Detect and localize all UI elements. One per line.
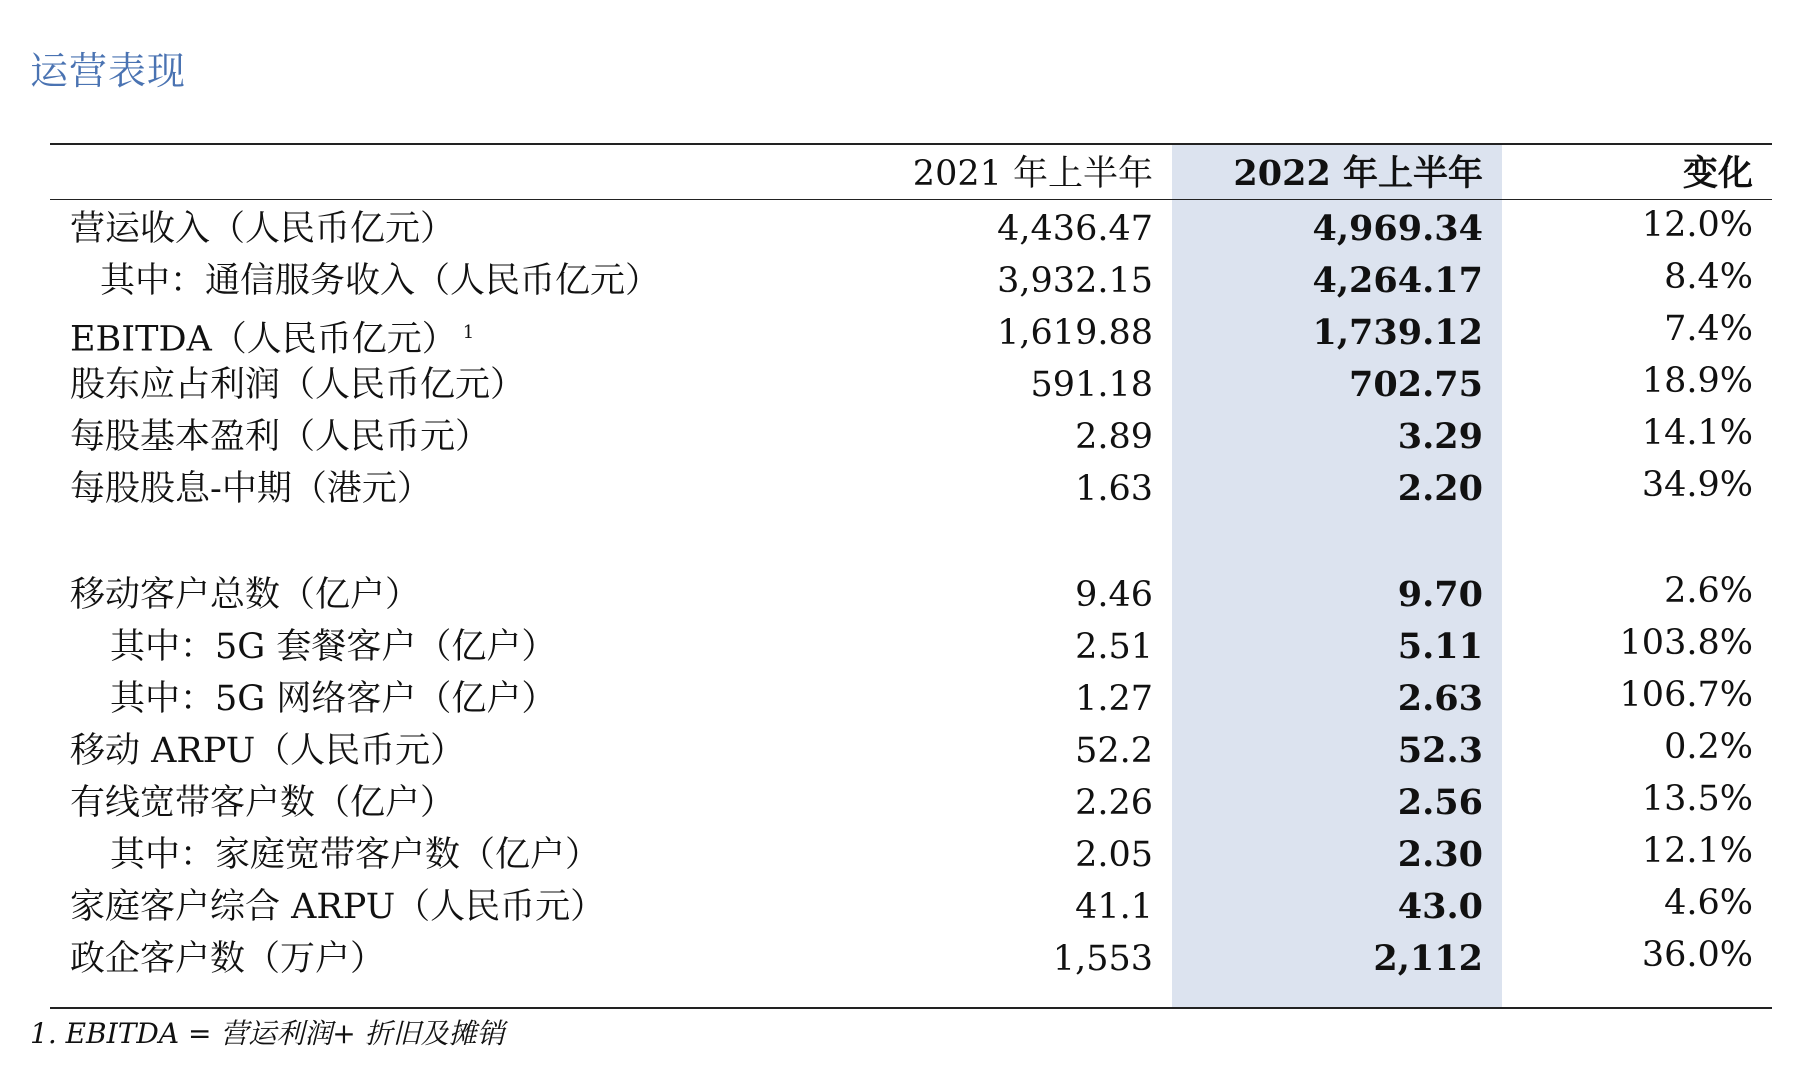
row-label: 其中：5G 网络客户（亿户） (110, 679, 557, 719)
value-change: 7.4% (1664, 309, 1753, 349)
value-2022: 2.30 (1397, 834, 1483, 875)
value-2022: 1,739.12 (1312, 312, 1483, 353)
row-label-text: EBITDA（人民币亿元） (70, 319, 457, 360)
row-label: 每股股息-中期（港元） (70, 469, 432, 509)
value-change: 12.1% (1641, 831, 1753, 871)
value-2022: 4,264.17 (1312, 260, 1483, 301)
table-top-rule (50, 143, 1772, 145)
value-change: 13.5% (1641, 779, 1753, 819)
value-change: 14.1% (1641, 413, 1753, 453)
table-row (0, 308, 1818, 358)
value-change: 18.9% (1641, 361, 1753, 401)
value-2021: 1,619.88 (997, 313, 1153, 353)
header-2022: 2022 年上半年 (1233, 153, 1483, 194)
value-change: 36.0% (1641, 935, 1753, 975)
value-2022: 5.11 (1397, 626, 1483, 667)
value-2022: 9.70 (1397, 574, 1483, 615)
value-change: 4.6% (1664, 883, 1753, 923)
value-2021: 2.51 (1075, 627, 1153, 667)
value-change: 8.4% (1664, 257, 1753, 297)
table-row (0, 204, 1818, 254)
value-2021: 2.26 (1075, 783, 1153, 823)
value-change: 103.8% (1619, 623, 1753, 663)
header-2021: 2021 年上半年 (912, 154, 1153, 194)
table-row (0, 882, 1818, 932)
value-2021: 1,553 (1052, 939, 1153, 979)
value-2022: 43.0 (1397, 886, 1483, 927)
value-2021: 2.05 (1075, 835, 1153, 875)
table-row (0, 934, 1818, 984)
row-label: 每股基本盈利（人民币元） (70, 417, 491, 457)
value-change: 34.9% (1641, 465, 1753, 505)
table-row (0, 622, 1818, 672)
footnote: 1. EBITDA = 营运利润+ 折旧及摊销 (30, 1017, 505, 1050)
row-label: 移动 ARPU（人民币元） (70, 731, 466, 771)
value-change: 106.7% (1619, 675, 1753, 715)
value-2022: 3.29 (1397, 416, 1483, 457)
row-label: 移动客户总数（亿户） (70, 575, 421, 615)
value-2021: 1.27 (1075, 679, 1153, 719)
value-2021: 52.2 (1075, 731, 1153, 771)
value-2022: 52.3 (1397, 730, 1483, 771)
row-label: 股东应占利润（人民币亿元） (70, 365, 526, 405)
row-label: 其中：通信服务收入（人民币亿元） (100, 261, 661, 301)
table-row (0, 778, 1818, 828)
row-label: 家庭客户综合 ARPU（人民币元） (70, 887, 606, 927)
table-header (0, 150, 1818, 198)
table-row (0, 412, 1818, 462)
table-row (0, 360, 1818, 410)
header-change: 变化 (1682, 153, 1753, 194)
value-2022: 4,969.34 (1312, 208, 1483, 249)
table-header-rule (50, 199, 1772, 200)
table-row (0, 674, 1818, 724)
value-2021: 3,932.15 (997, 261, 1153, 301)
table-row (0, 570, 1818, 620)
value-2022: 2.63 (1397, 678, 1483, 719)
value-2021: 2.89 (1075, 417, 1153, 457)
value-change: 2.6% (1664, 571, 1753, 611)
row-label: 其中：家庭宽带客户数（亿户） (110, 835, 601, 875)
value-2021: 41.1 (1075, 887, 1153, 927)
table-bottom-rule (50, 1007, 1772, 1009)
row-label (70, 308, 474, 365)
footnote-marker: 1 (462, 322, 475, 343)
table-row (0, 256, 1818, 306)
value-2021: 1.63 (1075, 469, 1153, 509)
table-row (0, 464, 1818, 514)
table-row (0, 830, 1818, 880)
value-2022: 2,112 (1373, 938, 1483, 979)
row-label: 政企客户数（万户） (70, 939, 386, 979)
row-label: 营运收入（人民币亿元） (70, 209, 456, 249)
value-2022: 2.20 (1397, 468, 1483, 509)
value-change: 0.2% (1664, 727, 1753, 767)
table-row (0, 726, 1818, 776)
section-title: 运营表现 (30, 49, 187, 93)
value-2021: 9.46 (1075, 575, 1153, 615)
row-label: 其中：5G 套餐客户（亿户） (110, 627, 557, 667)
value-2022: 702.75 (1349, 364, 1483, 405)
value-2021: 591.18 (1030, 365, 1153, 405)
value-2021: 4,436.47 (997, 209, 1153, 249)
row-label: 有线宽带客户数（亿户） (70, 783, 456, 823)
value-2022: 2.56 (1397, 782, 1483, 823)
value-change: 12.0% (1641, 205, 1753, 245)
